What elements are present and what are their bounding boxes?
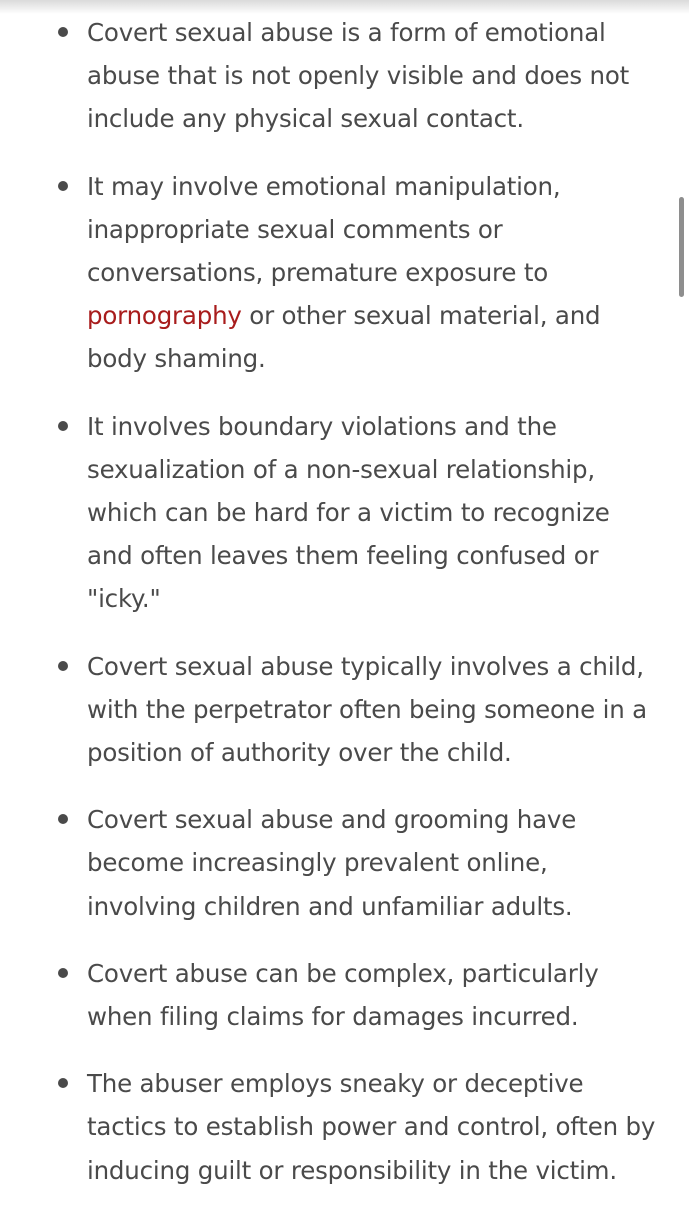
list-item: [0, 645, 689, 775]
list-item: [0, 1062, 689, 1192]
key-takeaways-list: [0, 11, 689, 1216]
bullet-icon: [58, 968, 68, 978]
top-shadow: [0, 0, 689, 14]
bullet-icon: [58, 421, 68, 431]
list-item: [0, 165, 689, 381]
scrollbar-thumb[interactable]: [679, 197, 684, 297]
list-item-text: It involves boundary violations and the sexualization of a non-sexual relationship, which can be hard for a victim to recognize and often leaves them feeling confused or "icky.": [87, 411, 610, 614]
list-item: [0, 798, 689, 928]
list-item: [0, 952, 689, 1038]
list-item-text-before-link: It may involve emotional manipulation, inappropriate sexual comments or conversations, premature exposure to: [87, 171, 561, 288]
list-item-text-after-link: or other sexual material, and body shaming.: [87, 301, 601, 374]
list-item-text: The abuser employs sneaky or deceptive tactics to establish power and control, often by inducing guilt or responsibility in the victim.: [87, 1069, 656, 1185]
bullet-icon: [58, 814, 68, 824]
pornography-link[interactable]: pornography: [87, 301, 242, 331]
list-item-text: Covert sexual abuse and grooming have become increasingly prevalent online, involving children and unfamiliar adults.: [87, 805, 577, 921]
list-item-text: Covert abuse can be complex, particularly when filing claims for damages incurred.: [87, 958, 599, 1032]
bullet-icon: [58, 661, 68, 671]
list-item: [0, 405, 689, 621]
bullet-icon: [58, 27, 68, 37]
bullet-icon: [58, 1078, 68, 1088]
list-item-text: Covert sexual abuse typically involves a child, with the perpetrator often being someone in a position of authority over the child.: [87, 651, 647, 768]
list-item-text: Covert sexual abuse is a form of emotional abuse that is not openly visible and does not include any physical sexual contact.: [87, 18, 630, 134]
bullet-icon: [58, 181, 68, 191]
list-item: [0, 11, 689, 141]
